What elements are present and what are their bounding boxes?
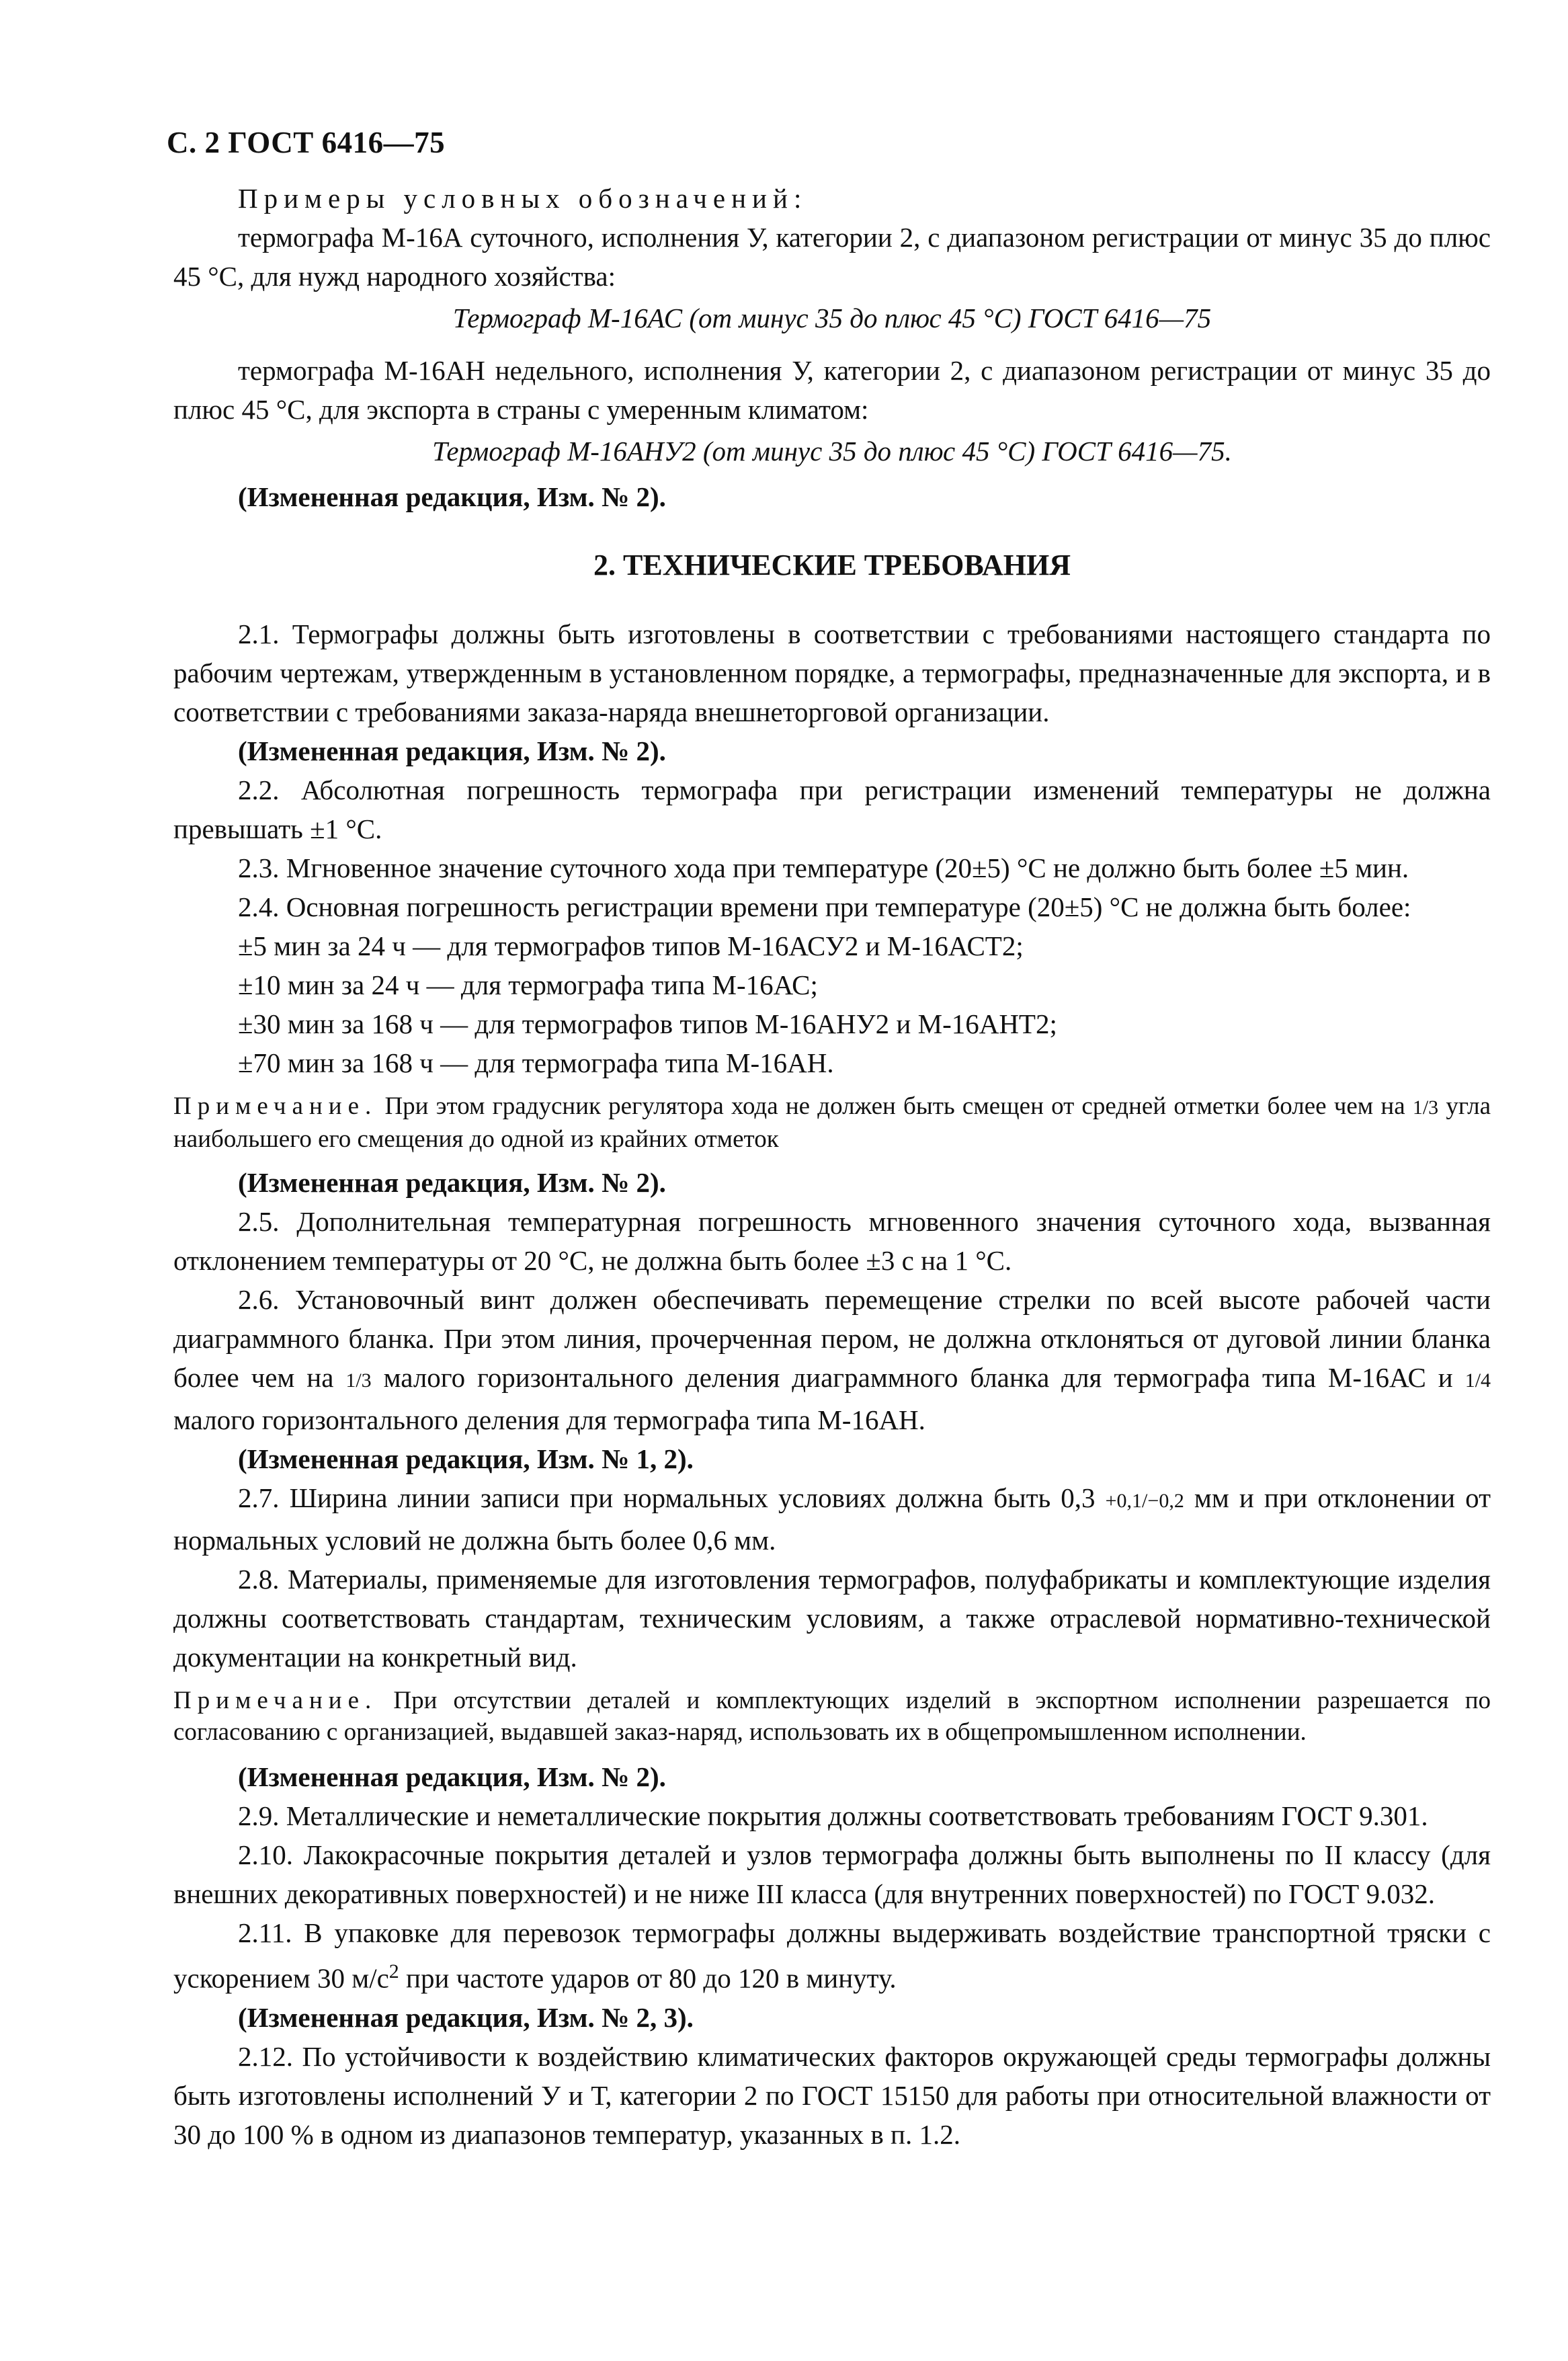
fraction: 1/3 [345, 1369, 372, 1392]
clause-2-8-amendment: (Измененная редакция, Изм. № 2). [238, 1761, 666, 1792]
clause-2-4-amendment: (Измененная редакция, Изм. № 2). [238, 1167, 666, 1198]
example-2-designation: Термограф М-16АНУ2 (от минус 35 до плюс 45 °С) ГОСТ 6416—75. [432, 436, 1232, 467]
clause-2-4-item: ±10 мин за 24 ч — для термографа типа М-16АС; [238, 969, 818, 1000]
examples-amendment: (Измененная редакция, Изм. № 2). [238, 481, 666, 512]
page-header: С. 2 ГОСТ 6416—75 [167, 126, 446, 159]
clause-2-1-amendment: (Измененная редакция, Изм. № 2). [238, 735, 666, 766]
clause-2-4: 2.4. Основная погрешность регистрации времени при температуре (20±5) °С не должна быть более: [238, 891, 1411, 922]
clause-2-4-item: ±30 мин за 168 ч — для термографов типов М-16АНУ2 и М-16АНТ2; [238, 1008, 1057, 1039]
clause-2-2: 2.2. Абсолютная погрешность термографа при регистрации изменений температуры не должна превышать ±1 °С. [173, 774, 1491, 844]
clause-2-8-note: Примечание. При отсутствии деталей и комплектующих изделий в экспортном исполнении разрешается по согласованию с организацией, выдавшей заказ-наряд, использовать их в общепромышленном исполнении. [173, 1687, 1491, 1746]
example-1-designation: Термограф М-16АС (от минус 35 до плюс 45 °С) ГОСТ 6416—75 [452, 303, 1212, 333]
document-body [173, 179, 1491, 2154]
clause-2-4-note: Примечание. При этом градусник регулятора хода не должен быть смещен от средней отметки более чем на 1/3 угла наибольшего его смещения до одной из крайних отметок [173, 1092, 1491, 1153]
note-label: Примечание. [173, 1092, 378, 1120]
clause-2-6-amendment: (Измененная редакция, Изм. № 1, 2). [238, 1443, 694, 1474]
clause-2-5: 2.5. Дополнительная температурная погрешность мгновенного значения суточного хода, вызванная отклонением температуры от 20 °С, не должна быть более ±3 с на 1 °С. [173, 1206, 1491, 1276]
note-label: Примечание. [173, 1687, 378, 1714]
clause-2-4-item: ±70 мин за 168 ч — для термографа типа М-16АН. [238, 1047, 834, 1078]
fraction: 1/4 [1464, 1369, 1491, 1392]
superscript: 2 [388, 1960, 399, 1983]
fraction: 1/3 [1412, 1096, 1439, 1119]
clause-2-7: 2.7. Ширина линии записи при нормальных условиях должна быть 0,3 +0,1/−0,2 мм и при отклонении от нормальных условий не должна быть более 0,6 мм. [173, 1482, 1491, 1556]
clause-2-8: 2.8. Материалы, применяемые для изготовления термографов, полуфабрикаты и комплектующие изделия должны соответствовать стандартам, техническим условиям, а также отраслевой нормативно-технической документации на конкретный вид. [173, 1564, 1491, 1673]
clause-2-1: 2.1. Термографы должны быть изготовлены в соответствии с требованиями настоящего стандарта по рабочим чертежам, утвержденным в установленном порядке, а термографы, предназначенные для экспорта, и в соответствии с требованиями заказа-наряда внешнеторговой организации. [173, 618, 1491, 727]
clause-2-10: 2.10. Лакокрасочные покрытия деталей и узлов термографа должны быть выполнены по II классу (для внешних декоративных поверхностей) и не ниже III класса (для внутренних поверхностей) по ГОСТ 9.032. [173, 1839, 1491, 1909]
example-1-text: термографа М-16А суточного, исполнения У, категории 2, с диапазоном регистрации от минус 35 до плюс 45 °С, для нужд народного хозяйства: [173, 222, 1491, 292]
clause-2-11: 2.11. В упаковке для перевозок термографы должны выдерживать воздействие транспортной тряски с ускорением 30 $м/с^2$ при частоте ударов от 80 до 120 в минуту. [173, 1917, 1491, 1994]
clause-2-3: 2.3. Мгновенное значение суточного хода при температуре (20±5) °С не должно быть более ±5 мин. [238, 852, 1409, 883]
section-title: 2. ТЕХНИЧЕСКИЕ ТРЕБОВАНИЯ [593, 549, 1071, 582]
example-2-text: термографа М-16АН недельного, исполнения У, категории 2, с диапазоном регистрации от минус 35 до плюс 45 °С, для экспорта в страны с умеренным климатом: [173, 355, 1491, 425]
clause-2-4-item: ±5 мин за 24 ч — для термографов типов М-16АСУ2 и М-16АСТ2; [238, 930, 1024, 961]
tolerance: +0,1/−0,2 [1105, 1490, 1184, 1512]
clause-2-9: 2.9. Металлические и неметаллические покрытия должны соответствовать требованиям ГОСТ 9.301. [238, 1800, 1428, 1831]
clause-2-12: 2.12. По устойчивости к воздействию климатических факторов окружающей среды термографы должны быть изготовлены исполнений У и Т, категории 2 по ГОСТ 15150 для работы при относительной влажности от 30 до 100 % в одном из диапазонов температур, указанных в п. 1.2. [173, 2040, 1491, 2150]
examples-lead: Примеры условных обозначений: [238, 183, 808, 214]
clause-2-11-amendment: (Измененная редакция, Изм. № 2, 3). [238, 2001, 694, 2033]
clause-2-6: 2.6. Установочный винт должен обеспечивать перемещение стрелки по всей высоте рабочей части диаграммного бланка. При этом линия, прочерченная пером, не должна отклоняться от дуговой линии бланка более чем на 1/3 малого горизонтального деления диаграммного бланка для термографа типа М-16АС и 1/4 малого горизонтального деления для термографа типа М-16АН. [173, 1284, 1491, 1435]
